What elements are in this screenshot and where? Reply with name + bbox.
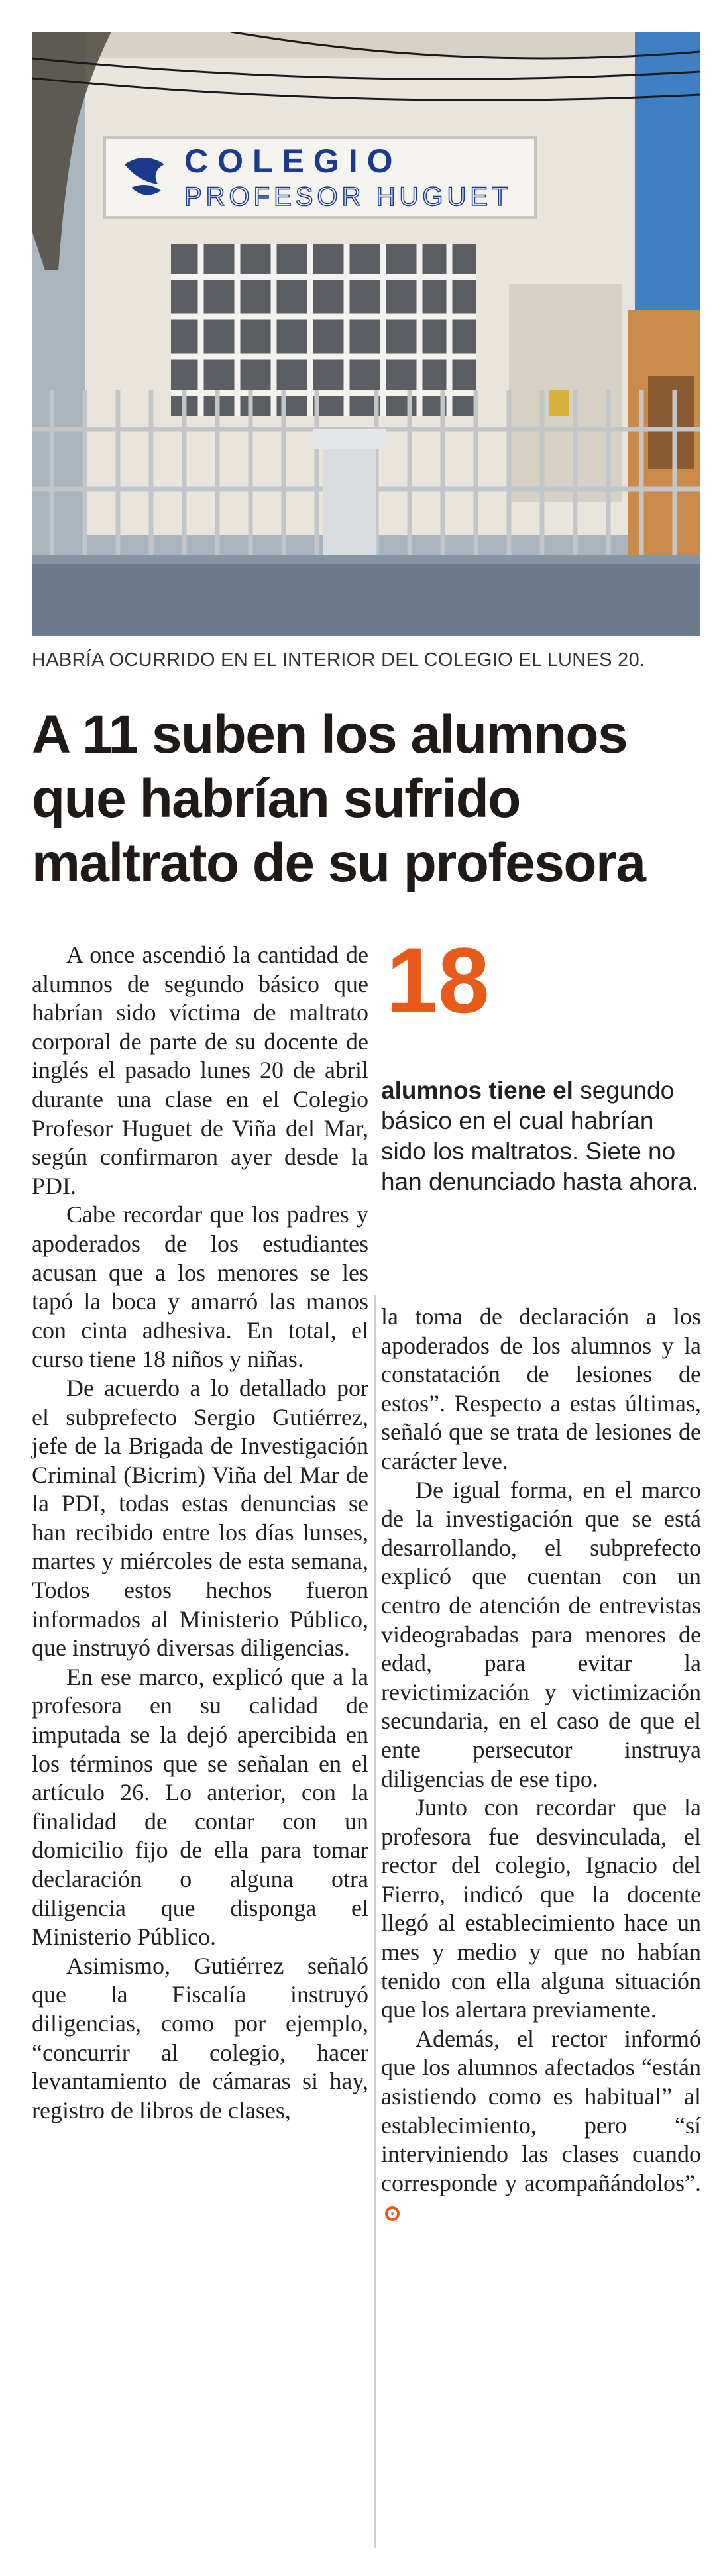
paragraph: De igual forma, en el marco de la investigación que se está desarrollando, el subprefecto explicó que cuentan con un centro de atención de entrevistas videograbadas para menores de edad, para evitar la revictimización y victimización secundaria, en el caso de que el ente persecutor instruya diligencias de ese tipo. [381,1476,701,1792]
paragraph: En ese marco, explicó que a la profesora en su calidad de imputada se la dejó apercibida en los términos que se señalan en el artículo 26. Lo anterior, con la finalidad de contar con un domicilio fijo de ella para tomar declaración o alguna otra diligencia que disponga el Ministerio Público. [32,1663,368,1951]
school-building-illustration [32,32,700,636]
sign-line-1: COLEGIO [184,142,402,180]
article-column-2 [381,1303,701,2227]
paragraph-final [381,2025,701,2227]
article-column-1 [32,941,368,2125]
paragraph: Asimismo, Gutiérrez señaló que la Fiscalía instruyó diligencias, como por ejemplo, “concurrir al colegio, hacer levantamiento de cámaras si hay, registro de libros de clases, [32,1952,368,2123]
paragraph: Cabe recordar que los padres y apoderados de los estudiantes acusan que a los menores se les tapó la boca y amarró las manos con cinta adhesiva. En total, el curso tiene 18 niños y niñas. [32,1201,368,1373]
school-photo [32,32,700,636]
final-paragraph-text: Además, el rector informó que los alumnos afectados “están asistiendo como es habitual” al establecimiento, pero “sí interviniendo las clases cuando corresponde y acompañándolos”. [381,2025,701,2196]
stat-highlight [381,928,701,1197]
photo-caption: HABRÍA OCURRIDO EN EL INTERIOR DEL COLEGIO EL LUNES 20. [32,649,645,671]
stat-description [381,1075,701,1197]
sign-line-2: PROFESOR HUGUET [184,182,512,211]
headline: A 11 suben los alumnos que habrían sufrido maltrato de su profesora [32,704,645,893]
paragraph: A once ascendió la cantidad de alumnos de segundo básico que habrían sido víctima de maltrato corporal de parte de su docente de inglés el pasado lunes 20 de abril durante una clase en el Colegio Profesor Huguet de Viña del Mar, según confirmaron ayer desde la PDI. [32,941,368,1199]
stat-lead: alumnos tiene el [381,1077,573,1104]
paragraph: la toma de declaración a los apoderados de los alumnos y la constatación de lesiones de estos”. Respecto a estas últimas, señaló que se trata de lesiones de carácter leve. [381,1303,701,1474]
paragraph: Junto con recordar que la profesora fue desvinculada, el rector del colegio, Ignacio del Fierro, indicó que la docente llegó al establecimiento hace un mes y medio y que no habían tenido con ella alguna situación que los alertara previamente. [381,1794,701,2023]
paragraph: De acuerdo a lo detallado por el subprefecto Sergio Gutiérrez, jefe de la Brigada de Investigación Criminal (Bicrim) Viña del Mar de la PDI, todas estas denuncias se han recibido entre los días lunses, martes y miércoles de esta semana, Todos estos hechos fueron informados al Ministerio Público, que instruyó diversas diligencias. [32,1374,368,1662]
column-divider [374,1295,376,2548]
end-of-article-icon [385,2206,400,2221]
stat-number: 18 [386,928,490,1032]
stat-body: segundo básico en el cual habrían sido los maltratos. Siete no han denunciado hasta ahora. [381,1077,699,1195]
